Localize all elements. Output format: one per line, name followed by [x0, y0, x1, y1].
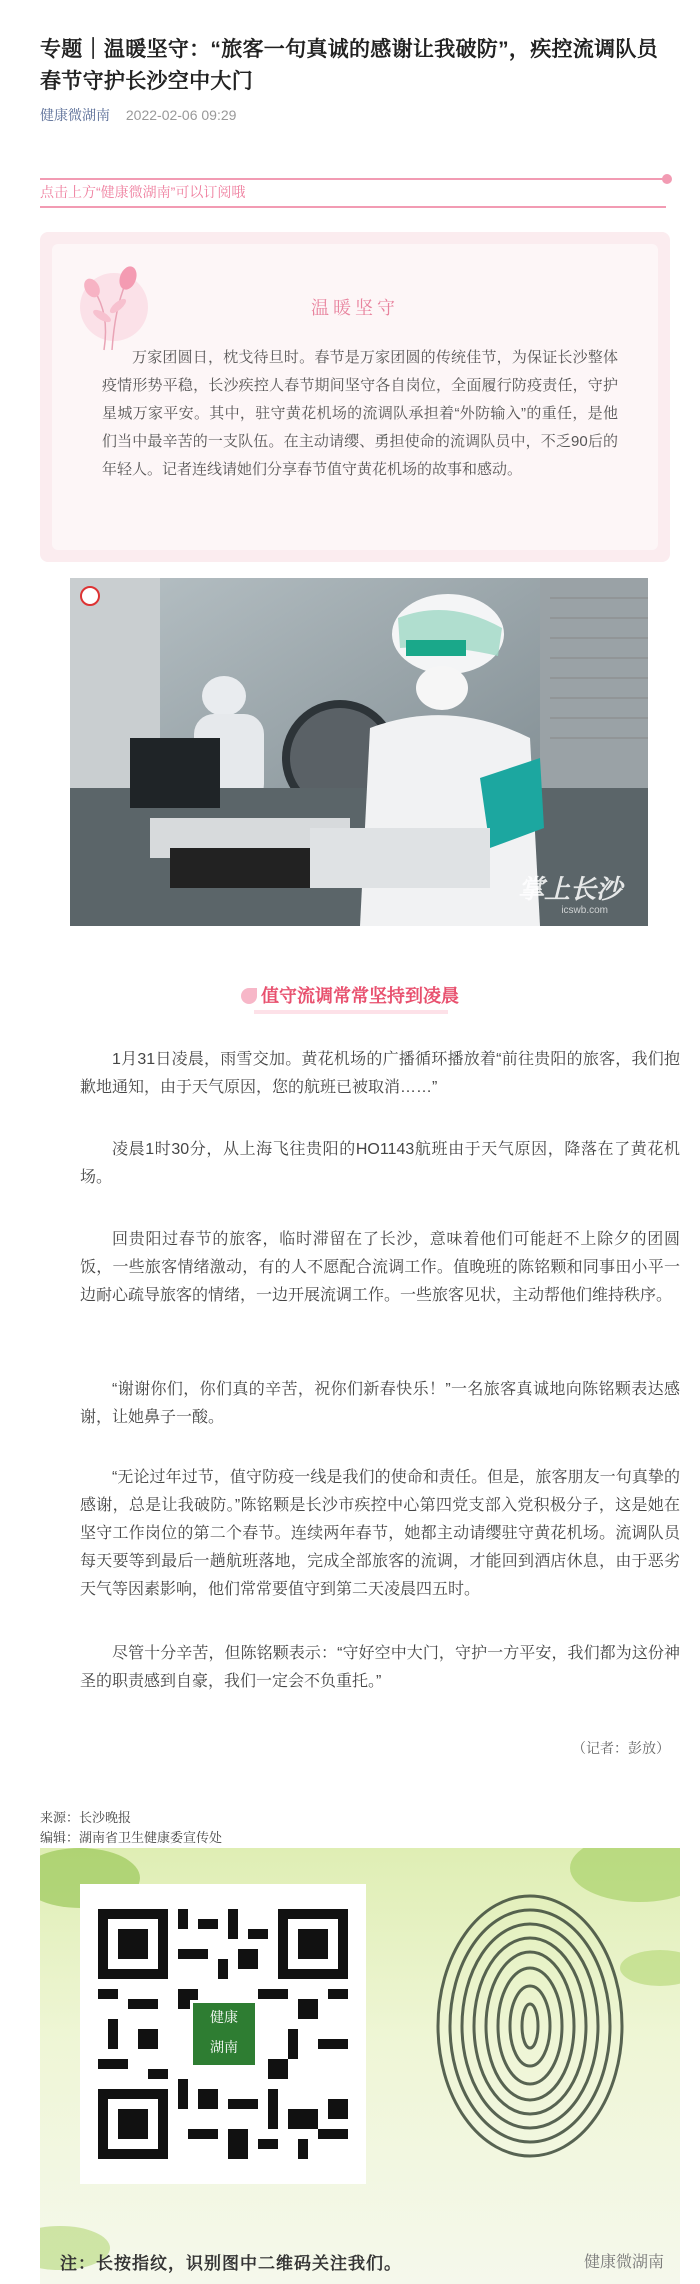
qr-code[interactable]	[80, 1884, 366, 2184]
qr-center-logo	[190, 2000, 258, 2068]
section-underline	[254, 1010, 448, 1014]
divider-line	[40, 178, 666, 180]
intro-card	[40, 232, 670, 562]
qr-instruction: 注：长按指纹，识别图中二维码关注我们。	[60, 2254, 402, 2274]
wechat-brand-watermark: 健康微湖南	[583, 2254, 664, 2271]
qr-logo-line2: 湖南	[210, 2040, 238, 2056]
footer-source	[40, 1808, 222, 1848]
body-paragraph: 1月31日凌晨，雨雪交加。黄花机场的广播循环播放着“前往贵阳的旅客，我们抱歉地通知，由于天气原因，您的航班已被取消……”	[80, 1051, 680, 1096]
reporter-credit: （记者：彭放）	[572, 1740, 670, 1756]
body-paragraph: 尽管十分辛苦，但陈铭颗表示：“守好空中大门，守护一方平安，我们都为这份神圣的职责感到自豪，我们一定会不负重托。”	[80, 1645, 680, 1690]
divider-line	[40, 206, 666, 208]
intro-card-inner	[52, 244, 658, 550]
fingerprint-icon[interactable]	[430, 1886, 630, 2166]
body-paragraph: “谢谢你们，你们真的辛苦，祝你们新春快乐！”一名旅客真诚地向陈铭颗表达感谢，让她鼻子一酸。	[80, 1381, 680, 1426]
body-paragraph: 凌晨1时30分，从上海飞往贵阳的HO1143航班由于天气原因，降落在了黄花机场。	[80, 1141, 680, 1186]
source-line: 来源：长沙晚报	[40, 1810, 132, 1825]
article-title: 专题｜温暖坚守：“旅客一句真诚的感谢让我破防”，疾控流调队员春节守护长沙空中大门	[40, 38, 658, 93]
body-paragraph: 回贵阳过春节的旅客，临时滞留在了长沙，意味着他们可能赶不上除夕的团圆饭，一些旅客情绪激动，有的人不愿配合流调工作。值晚班的陈铭颗和同事田小平一边耐心疏导旅客的情绪，一边开展流调工作。一些旅客见状，主动帮他们维持秩序。	[80, 1231, 680, 1304]
publish-datetime: 2022-02-06 09:29	[125, 107, 237, 123]
subscribe-text: 点击上方“健康微湖南”可以订阅哦	[40, 184, 246, 200]
article-photo[interactable]	[70, 578, 648, 926]
account-name-link[interactable]: 健康微湖南	[40, 107, 110, 123]
qr-banner[interactable]	[40, 1848, 680, 2284]
photo-watermark: 掌上长沙	[517, 874, 622, 904]
subscribe-banner	[40, 170, 666, 210]
section-heading	[0, 982, 700, 1008]
body-paragraph: “无论过年过节，值守防疫一线是我们的使命和责任。但是，旅客朋友一句真挚的感谢，总是让我破防。”陈铭颗是长沙市疾控中心第四党支部入党积极分子，这是她在坚守工作岗位的第二个春节。连续两年春节，她都主动请缨驻守黄花机场。流调队员每天要等到最后一趟航班落地，完成全部旅客的流调，才能回到酒店休息，由于恶劣天气等因素影响，他们常常要值守到第二天凌晨四五时。	[80, 1469, 680, 1598]
photo-watermark-url: icswb.com	[561, 905, 608, 916]
intro-paragraph: 万家团圆日，枕戈待旦时。春节是万家团圆的传统佳节，为保证长沙整体疫情形势平稳，长沙疾控人春节期间坚守各自岗位，全面履行防疫责任，守护星城万家平安。其中，驻守黄花机场的流调队承担着“外防输入”的重任，是他们当中最辛苦的一支队伍。在主动请缨、勇担使命的流调队员中，不乏90后的年轻人。记者连线请她们分享春节值守黄花机场的故事和感动。	[102, 349, 618, 478]
article-meta	[40, 105, 236, 125]
leaf-icon	[241, 988, 257, 1004]
intro-heading: 温暖坚守	[311, 298, 399, 318]
qr-logo-line1: 健康	[210, 2010, 238, 2026]
section-heading-text: 值守流调常常坚持到凌晨	[261, 986, 459, 1006]
divider-dot	[662, 174, 672, 184]
editor-line: 编辑：湖南省卫生健康委宣传处	[40, 1830, 223, 1845]
